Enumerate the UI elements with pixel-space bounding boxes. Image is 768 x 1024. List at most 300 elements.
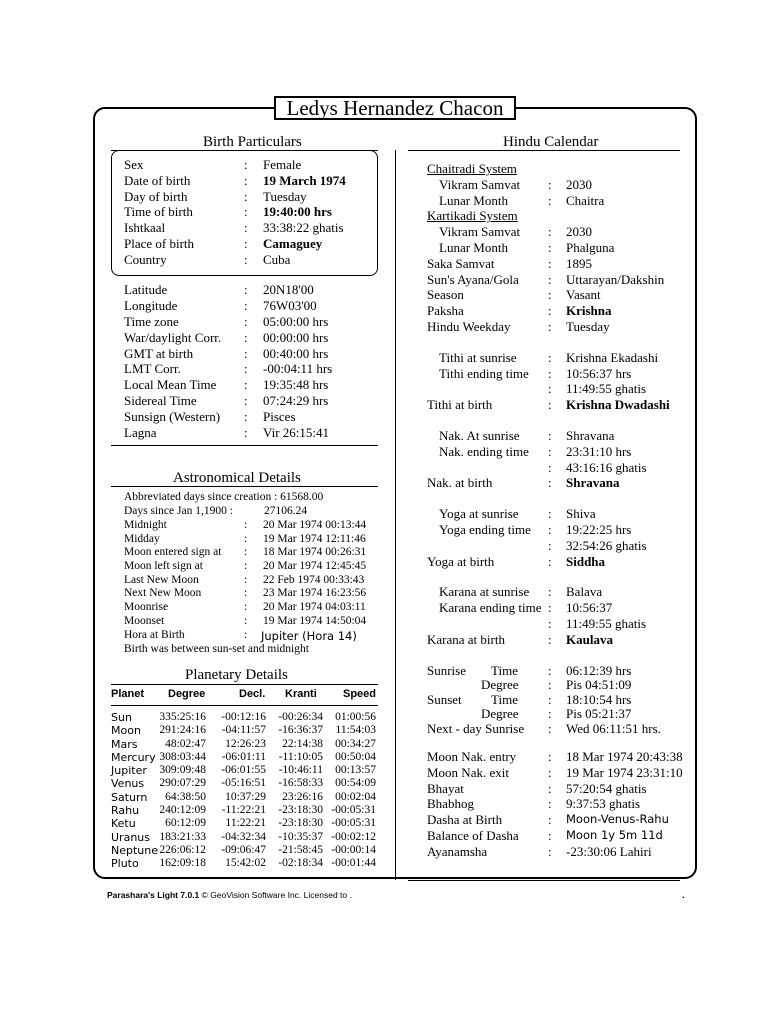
colon: :	[244, 251, 248, 267]
field-value: 18 Mar 1974 20:43:38	[566, 749, 683, 765]
colon: :	[244, 409, 248, 425]
planet-cell: 15:42:02	[225, 857, 266, 870]
planet-name: Moon	[111, 724, 141, 738]
colon: :	[548, 381, 552, 397]
field-value: 19:35:48 hrs	[263, 377, 329, 393]
planet-name: Neptune	[111, 843, 159, 857]
astronomical-details-table	[124, 491, 384, 657]
field-value: Krishna Ekadashi	[566, 349, 659, 365]
field-value: Vasant	[566, 287, 601, 303]
location-details-table	[124, 282, 374, 441]
field-label: Nak. at birth	[427, 475, 493, 491]
field-label: Yoga at sunrise	[439, 506, 519, 522]
colon: :	[548, 427, 552, 443]
sun-row	[427, 706, 702, 721]
birth-particulars-table	[124, 157, 374, 268]
days-since-label: Days since Jan 1,1900 :	[124, 505, 233, 517]
planet-cell: 23:26:16	[282, 790, 323, 803]
planet-cell: -06:01:55	[221, 764, 266, 777]
planet-cell: 00:02:04	[335, 790, 376, 803]
astro-value: 19 Mar 1974 12:11:46	[263, 532, 366, 545]
colon: :	[548, 176, 552, 192]
planetary-table-header	[111, 688, 381, 702]
planet-cell: 22:14:38	[282, 737, 323, 750]
location-row	[124, 393, 374, 409]
planet-cell: -02:18:34	[278, 857, 323, 870]
planet-row	[111, 777, 381, 790]
planet-cell: 240:12:09	[159, 804, 206, 817]
astro-label: Moonrise	[124, 601, 169, 614]
planet-row	[111, 857, 381, 870]
planet-cell: -00:05:31	[331, 817, 376, 830]
field-value: 10:56:37	[566, 600, 613, 616]
birth-row	[124, 189, 374, 205]
planet-row	[111, 738, 381, 751]
hora-row	[124, 629, 384, 643]
colon: :	[244, 560, 248, 573]
divider	[111, 684, 378, 685]
tithi-row	[427, 350, 702, 366]
tithi-row	[427, 381, 702, 397]
location-row	[124, 282, 374, 298]
field-value: Cuba	[263, 251, 291, 267]
location-row	[124, 346, 374, 362]
field-value: Wed 06:11:51 hrs.	[566, 720, 661, 736]
field-label: LMT Corr.	[124, 361, 181, 377]
colon: :	[548, 662, 552, 678]
planet-cell: -21:58:45	[278, 843, 323, 856]
planet-cell: 11:54:03	[335, 724, 376, 737]
field-value: 2030	[566, 224, 592, 240]
sun-row	[427, 692, 702, 707]
field-value: 19:40:00 hrs	[263, 204, 332, 220]
planet-cell: 11:22:21	[225, 817, 266, 830]
karana-row	[427, 632, 702, 648]
field-label: Sidereal Time	[124, 393, 197, 409]
moon-row	[427, 828, 702, 844]
field-label: Paksha	[427, 303, 464, 319]
yoga-row	[427, 538, 702, 554]
planet-cell: 00:34:27	[335, 737, 376, 750]
colon: :	[244, 297, 248, 313]
field-value: Krishna Dwadashi	[566, 397, 670, 413]
field-value: Pis 05:21:37	[566, 706, 632, 722]
astro-value: 19 Mar 1974 14:50:04	[263, 614, 367, 627]
colon: :	[548, 506, 552, 522]
chaitradi-row	[427, 177, 702, 193]
field-label: Karana at birth	[427, 631, 505, 647]
divider	[111, 445, 378, 446]
field-value: 33:38:22 ghatis	[263, 220, 344, 236]
sun-row	[427, 677, 702, 692]
field-value: Tuesday	[566, 318, 610, 334]
planet-cell: 10:37:29	[225, 790, 266, 803]
field-value: 06:12:39 hrs	[566, 662, 632, 678]
astro-row	[124, 533, 384, 547]
colon: :	[548, 192, 552, 208]
astro-label: Midday	[124, 532, 160, 545]
field-label: Date of birth	[124, 172, 191, 188]
footer-dot: .	[682, 890, 685, 900]
field-label: Local Mean Time	[124, 377, 217, 393]
birth-row	[124, 220, 374, 236]
planet-cell: -04:32:34	[221, 830, 266, 843]
astro-row	[124, 519, 384, 533]
field-label: Sunsign (Western)	[124, 409, 221, 425]
location-row	[124, 314, 374, 330]
planet-name: Venus	[111, 777, 145, 791]
planet-cell: -00:12:16	[221, 711, 266, 723]
footer-license: © GeoVision Software Inc. Licensed to .	[199, 890, 352, 900]
planet-cell: -04:11:57	[221, 724, 266, 737]
planet-cell: -16:58:33	[278, 777, 323, 790]
colon: :	[244, 628, 248, 641]
hindu-calendar-heading: Hindu Calendar	[503, 134, 599, 150]
field-label: Kartikadi System	[427, 208, 518, 224]
days-since-row	[124, 505, 384, 519]
astro-value: 18 Mar 1974 00:26:31	[263, 546, 367, 559]
planet-cell: -00:02:12	[331, 830, 376, 843]
planet-name: Sun	[111, 711, 132, 724]
field-value: 43:16:16 ghatis	[566, 459, 647, 475]
moon-row	[427, 749, 702, 765]
astro-label: Moon left sign at	[124, 560, 203, 573]
planet-cell: 309:09:48	[159, 764, 206, 777]
colon: :	[548, 677, 552, 693]
moon-row	[427, 812, 702, 828]
birth-row	[124, 252, 374, 268]
field-value: Shravana	[566, 427, 615, 443]
colon: :	[548, 475, 552, 491]
planet-cell: 183:21:33	[159, 830, 206, 843]
colon: :	[244, 329, 248, 345]
field-value: 00:40:00 hrs	[263, 345, 329, 361]
colon: :	[548, 349, 552, 365]
field-label: Tithi ending time	[439, 365, 529, 381]
spacer	[427, 413, 702, 428]
colon: :	[548, 459, 552, 475]
field-label: Sunrise	[427, 662, 466, 678]
sun-row	[427, 721, 702, 736]
planet-cell: 291:24:16	[159, 724, 206, 737]
planet-name: Uranus	[111, 830, 150, 844]
field-value: 32:54:26 ghatis	[566, 537, 647, 553]
field-value: 07:24:29 hrs	[263, 393, 329, 409]
colon: :	[244, 188, 248, 204]
birth-row	[124, 157, 374, 173]
kartikadi-row	[427, 240, 702, 256]
planet-cell: 01:00:56	[335, 711, 376, 723]
astro-row	[124, 615, 384, 629]
planet-cell: 00:50:04	[335, 750, 376, 763]
field-value: Siddha	[566, 553, 606, 569]
colon: :	[548, 537, 552, 553]
astro-label: Moonset	[124, 614, 165, 627]
colon: :	[244, 377, 248, 393]
colon: :	[244, 601, 248, 614]
birth-row	[124, 236, 374, 252]
astro-row	[124, 560, 384, 574]
moon-row	[427, 765, 702, 781]
planet-cell: 00:54:09	[335, 777, 376, 790]
field-value: Krishna	[566, 303, 612, 319]
field-value: Pis 04:51:09	[566, 677, 632, 693]
astro-value: 20 Mar 1974 00:13:44	[263, 519, 367, 531]
birth-particulars-heading: Birth Particulars	[203, 134, 302, 150]
planet-cell: -06:01:11	[221, 750, 266, 763]
planet-cell: 226:06:12	[159, 843, 206, 856]
astro-label: Next New Moon	[124, 587, 202, 600]
col-kranti: Kranti	[285, 688, 317, 700]
planet-cell: -16:36:37	[278, 724, 323, 737]
field-label: Dasha at Birth	[427, 812, 503, 828]
planet-name: Ketu	[111, 817, 136, 831]
field-value: 9:37:53 ghatis	[566, 796, 641, 812]
planet-cell: 308:03:44	[159, 750, 206, 763]
field-label: Tithi at sunrise	[439, 349, 517, 365]
tithi-row	[427, 397, 702, 413]
planet-cell: -23:18:30	[278, 804, 323, 817]
colon: :	[548, 764, 552, 780]
birth-note: Birth was between sun-set and midnight	[124, 642, 309, 655]
colon: :	[548, 397, 552, 413]
footer-app-name: Parashara's Light 7.0.1	[107, 890, 200, 900]
field-value: Uttarayan/Dakshin	[566, 271, 665, 287]
field-value: 11:49:55 ghatis	[566, 381, 647, 397]
planet-cell: -00:01:44	[331, 857, 376, 870]
field-label: Sunset	[427, 691, 462, 707]
planet-row	[111, 817, 381, 830]
field-value: 19 March 1974	[263, 172, 346, 188]
days-since-value: 27106.24	[264, 505, 308, 517]
hora-label: Hora at Birth	[124, 628, 185, 641]
divider	[408, 150, 680, 151]
planet-cell: -00:00:14	[331, 843, 376, 856]
colon: :	[548, 318, 552, 334]
field-label: Saka Samvat	[427, 255, 495, 271]
astro-row	[124, 574, 384, 588]
planetary-details-heading: Planetary Details	[185, 667, 288, 683]
astro-label: Moon entered sign at	[124, 546, 222, 559]
field-label: Sun's Ayana/Gola	[427, 271, 519, 287]
page-title: Ledys Hernandez Chacon	[274, 96, 516, 120]
field-value: Pisces	[263, 409, 296, 425]
field-label: Bhabhog	[427, 796, 474, 812]
field-value: -23:30:06 Lahiri	[566, 843, 652, 859]
colon: :	[548, 843, 552, 859]
field-value: Balava	[566, 584, 603, 600]
colon: :	[244, 235, 248, 251]
field-value: 10:56:37 hrs	[566, 365, 632, 381]
colon: :	[548, 224, 552, 240]
colon: :	[244, 614, 248, 627]
spacer	[427, 569, 702, 584]
planet-cell: -11:22:21	[221, 804, 266, 817]
general-row	[427, 303, 702, 319]
divider	[111, 705, 378, 706]
field-value: Moon 1y 5m 11d	[566, 828, 663, 842]
field-label: Ishtkaal	[124, 220, 166, 236]
spacer	[427, 491, 702, 506]
nakshatra-row	[427, 460, 702, 476]
abbrev-days-row	[124, 491, 384, 505]
astro-value: 20 Mar 1974 04:03:11	[263, 601, 366, 614]
field-value: 23:31:10 hrs	[566, 443, 632, 459]
field-label: Lagna	[124, 425, 157, 441]
field-value: Phalguna	[566, 239, 615, 255]
colon: :	[244, 546, 248, 559]
field-label: Tithi at birth	[427, 397, 493, 413]
astro-value: 22 Feb 1974 00:33:43	[263, 573, 365, 586]
hora-value: Jupiter (Hora 14)	[261, 628, 357, 643]
colon: :	[244, 425, 248, 441]
sun-row	[427, 663, 702, 678]
karana-row	[427, 600, 702, 616]
yoga-row	[427, 506, 702, 522]
planet-row	[111, 751, 381, 764]
colon: :	[548, 365, 552, 381]
birth-row	[124, 204, 374, 220]
field-value: Shiva	[566, 506, 596, 522]
field-label: Yoga ending time	[439, 521, 531, 537]
field-sublabel: Time	[491, 662, 518, 678]
colon: :	[548, 600, 552, 616]
general-row	[427, 256, 702, 272]
general-row	[427, 287, 702, 303]
field-value: 19 Mar 1974 23:31:10	[566, 764, 683, 780]
astro-row	[124, 601, 384, 615]
divider	[408, 880, 680, 881]
planet-name: Rahu	[111, 804, 140, 818]
chaitradi-row	[427, 193, 702, 209]
field-sublabel: Degree	[481, 706, 519, 722]
planet-cell: 12:26:23	[225, 737, 266, 750]
col-degree: Degree	[168, 688, 206, 700]
field-label: Chaitradi System	[427, 161, 517, 176]
colon: :	[548, 780, 552, 796]
planet-cell: -00:05:31	[331, 804, 376, 817]
field-label: Next - day Sunrise	[427, 720, 525, 736]
colon: :	[244, 345, 248, 361]
field-value: 00:00:00 hrs	[263, 329, 329, 345]
field-label: GMT at birth	[124, 345, 194, 361]
planet-row	[111, 804, 381, 817]
astro-row	[124, 587, 384, 601]
astro-label: Last New Moon	[124, 573, 199, 586]
planet-cell: 335:25:16	[159, 711, 206, 723]
field-label: Vikram Samvat	[439, 176, 521, 192]
colon: :	[548, 691, 552, 707]
field-label: Place of birth	[124, 235, 195, 251]
planet-cell: -23:18:30	[278, 817, 323, 830]
field-value: 1895	[566, 255, 592, 271]
col-speed: Speed	[343, 688, 377, 700]
colon: :	[244, 361, 248, 377]
birth-row	[124, 173, 374, 189]
birth-note-row	[124, 643, 384, 657]
field-value: 20N18'00	[263, 282, 314, 297]
field-value: 76W03'00	[263, 297, 317, 313]
field-label: Time of birth	[124, 204, 193, 220]
colon: :	[548, 749, 552, 765]
colon: :	[548, 239, 552, 255]
moon-row	[427, 796, 702, 812]
astro-value: 20 Mar 1974 12:45:45	[263, 560, 367, 573]
colon: :	[244, 519, 248, 531]
colon: :	[244, 573, 248, 586]
field-label: Sex	[124, 157, 144, 172]
general-row	[427, 319, 702, 335]
field-value: -00:04:11 hrs	[263, 361, 333, 377]
spacer	[427, 335, 702, 350]
field-label: Vikram Samvat	[439, 224, 521, 240]
planet-row	[111, 844, 381, 857]
field-value: 2030	[566, 176, 592, 192]
spacer	[427, 735, 702, 749]
tithi-row	[427, 366, 702, 382]
field-label: Country	[124, 251, 167, 267]
yoga-row	[427, 554, 702, 570]
column-divider	[395, 150, 396, 880]
planetary-table	[111, 711, 381, 871]
divider	[111, 486, 378, 487]
field-label: Hindu Weekday	[427, 318, 511, 334]
planet-row	[111, 724, 381, 737]
planet-cell: 64:38:50	[165, 790, 206, 803]
planet-row	[111, 764, 381, 777]
moon-row	[427, 844, 702, 860]
astronomical-details-heading: Astronomical Details	[173, 470, 301, 486]
field-label: Lunar Month	[439, 192, 508, 208]
col-planet: Planet	[111, 688, 145, 700]
planet-cell: 162:09:18	[159, 857, 206, 870]
colon: :	[548, 443, 552, 459]
colon: :	[244, 313, 248, 329]
planet-cell: -05:16:51	[221, 777, 266, 790]
colon: :	[244, 157, 248, 172]
colon: :	[548, 796, 552, 812]
colon: :	[244, 204, 248, 220]
field-label: War/daylight Corr.	[124, 329, 222, 345]
field-value: Vir 26:15:41	[263, 425, 330, 441]
colon: :	[548, 706, 552, 722]
field-label: Season	[427, 287, 464, 303]
chaitradi-heading	[427, 161, 702, 177]
field-value: 11:49:55 ghatis	[566, 615, 647, 631]
colon: :	[548, 553, 552, 569]
planet-name: Saturn	[111, 790, 148, 804]
field-value: 57:20:54 ghatis	[566, 780, 647, 796]
planet-cell: -11:10:05	[278, 750, 323, 763]
yoga-row	[427, 522, 702, 538]
field-value: 05:00:00 hrs	[263, 313, 329, 329]
colon: :	[548, 255, 552, 271]
field-label: Lunar Month	[439, 239, 508, 255]
field-label: Moon Nak. exit	[427, 764, 509, 780]
field-label: Time zone	[124, 313, 179, 329]
field-value: Tuesday	[263, 188, 307, 204]
field-label: Balance of Dasha	[427, 828, 519, 843]
planet-cell: -09:06:47	[221, 843, 266, 856]
field-value: Kaulava	[566, 631, 613, 647]
field-label: Bhayat	[427, 780, 464, 796]
colon: :	[244, 282, 248, 297]
abbrev-days-text: Abbreviated days since creation : 61568.00	[124, 491, 324, 503]
colon: :	[244, 587, 248, 600]
general-row	[427, 272, 702, 288]
field-sublabel: Time	[491, 691, 518, 707]
field-sublabel: Degree	[481, 677, 519, 693]
